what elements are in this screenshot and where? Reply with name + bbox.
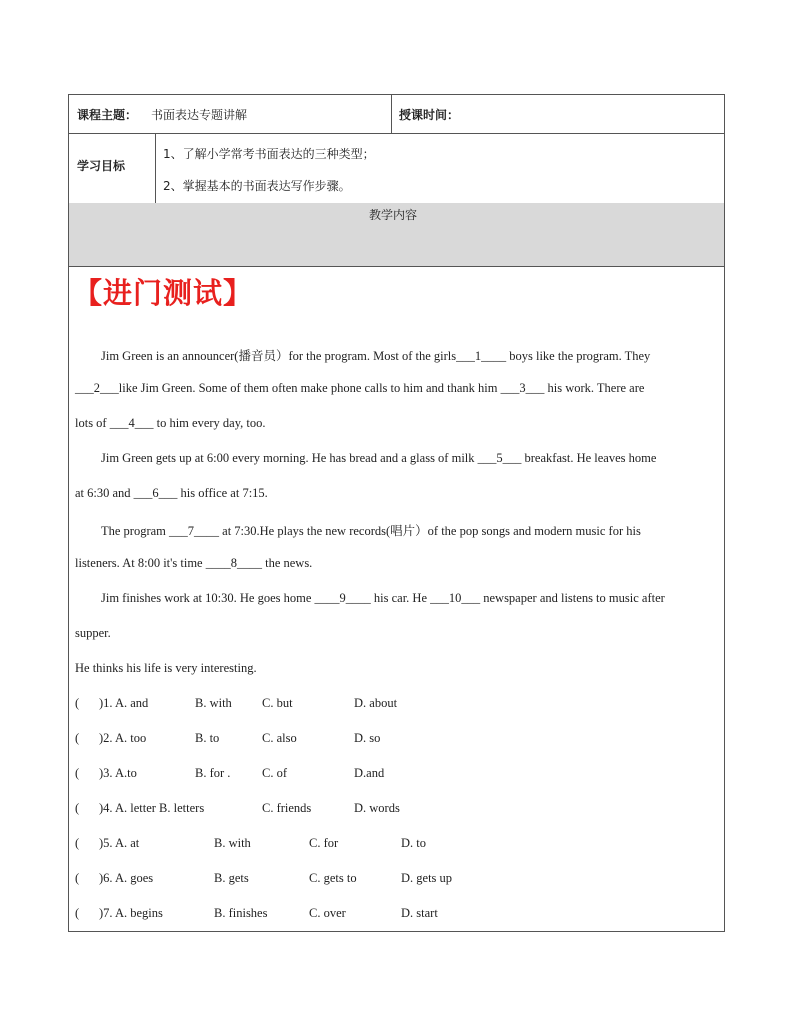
answer-paren[interactable]: ( <box>75 836 80 850</box>
option-d: D. so <box>354 731 381 745</box>
option-d: D. gets up <box>401 871 453 885</box>
answer-paren[interactable]: ( <box>75 801 80 815</box>
answer-paren[interactable]: ( <box>75 766 80 780</box>
goal-label: 学习目标 <box>77 159 126 173</box>
goal-1: 1、了解小学常考书面表达的三种类型； <box>163 147 375 161</box>
answer-paren[interactable]: ( <box>75 731 80 745</box>
option-c: C. gets to <box>309 871 357 885</box>
option-a: )1. A. and <box>99 696 149 710</box>
option-d: D.and <box>354 766 385 780</box>
answer-paren[interactable]: ( <box>75 906 80 920</box>
passage-line: Jim finishes work at 10:30. He goes home ____9____ his car. He ___10___ newspaper and listens to music after <box>101 591 665 605</box>
topic-value: 书面表达专题讲解 <box>151 108 248 122</box>
option-b: B. finishes <box>214 906 268 920</box>
option-c: C. friends <box>262 801 312 815</box>
option-c: C. for <box>309 836 339 850</box>
option-a-b: )4. A. letter B. letters <box>99 801 205 815</box>
answer-paren[interactable]: ( <box>75 696 80 710</box>
content-label: 教学内容 <box>369 208 418 222</box>
goals-divider <box>155 133 156 203</box>
option-a: )5. A. at <box>99 836 140 850</box>
passage-line: The program ___7____ at 7:30.He plays the new records(唱片）of the pop songs and modern music for his <box>101 524 641 538</box>
passage-line: lots of ___4___ to him every day, too. <box>75 416 266 430</box>
answer-paren[interactable]: ( <box>75 871 80 885</box>
section-title: 【进门测试】 <box>73 276 254 310</box>
passage-line: ___2___like Jim Green. Some of them often make phone calls to him and thank him ___3___ his work. There are <box>75 381 645 395</box>
option-b: B. to <box>195 731 220 745</box>
option-c: C. also <box>262 731 297 745</box>
option-d: D. words <box>354 801 400 815</box>
lesson-sheet <box>68 94 725 932</box>
option-a: )3. A.to <box>99 766 137 780</box>
passage-line: at 6:30 and ___6___ his office at 7:15. <box>75 486 268 500</box>
option-d: D. start <box>401 906 438 920</box>
content-row <box>69 203 724 267</box>
time-label: 授课时间： <box>399 108 460 122</box>
goal-2: 2、掌握基本的书面表达写作步骤。 <box>163 179 351 193</box>
option-a: )6. A. goes <box>99 871 154 885</box>
passage-line: listeners. At 8:00 it's time ____8____ the news. <box>75 556 313 570</box>
passage-line: Jim Green is an announcer(播音员）for the program. Most of the girls___1____ boys like the program. They <box>101 349 651 363</box>
option-d: D. about <box>354 696 398 710</box>
option-c: C. over <box>309 906 346 920</box>
passage-line: Jim Green gets up at 6:00 every morning. He has bread and a glass of milk ___5___ breakfast. He leaves home <box>101 451 657 465</box>
goals-row <box>69 133 724 204</box>
option-d: D. to <box>401 836 426 850</box>
option-b: B. for . <box>195 766 231 780</box>
option-b: B. with <box>214 836 251 850</box>
option-a: )2. A. too <box>99 731 147 745</box>
passage-line: He thinks his life is very interesting. <box>75 661 257 675</box>
header-divider <box>391 95 392 133</box>
option-a: )7. A. begins <box>99 906 163 920</box>
topic-label: 课程主题： <box>77 108 138 122</box>
passage-line: supper. <box>75 626 111 640</box>
option-c: C. of <box>262 766 287 780</box>
header-row <box>69 95 724 134</box>
option-b: B. with <box>195 696 232 710</box>
option-b: B. gets <box>214 871 249 885</box>
option-c: C. but <box>262 696 293 710</box>
